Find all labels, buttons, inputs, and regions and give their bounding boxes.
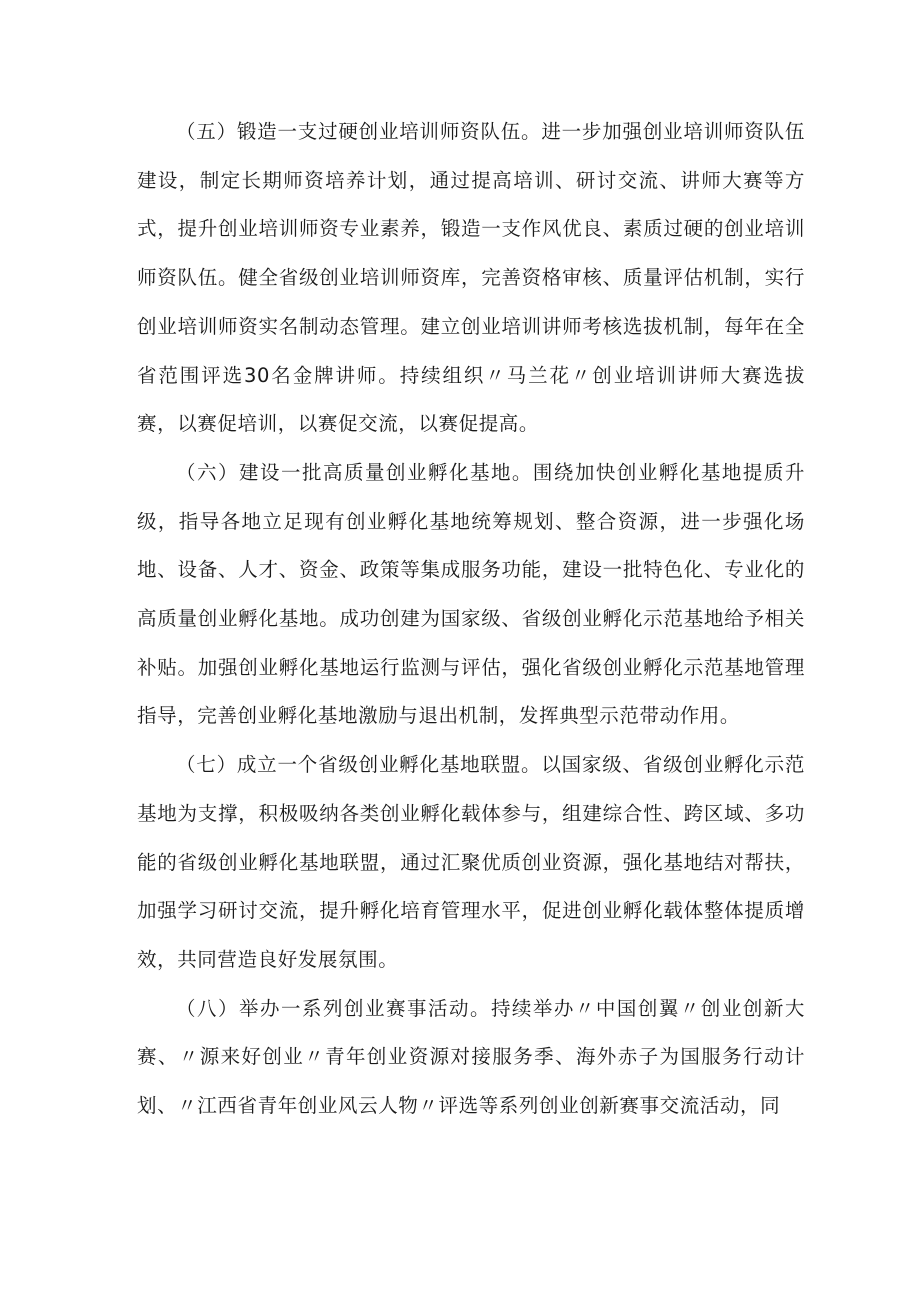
paragraph-6-incubation-bases: （六）建设一批高质量创业孵化基地。围绕加快创业孵化基地提质升级，指导各地立足现有创业孵化基地统筹规划、整合资源，进一步强化场地、设备、人才、资金、政策等集成服务功能，建设一批特色化、专业化的高质量创业孵化基地。成功创建为国家级、省级创业孵化示范基地给予相关补贴。加强创业孵化基地运行监测与评估，强化省级创业孵化示范基地管理指导，完善创业孵化基地激励与退出机制，发挥典型示范带动作用。 xyxy=(137,460,805,728)
document-body xyxy=(137,108,805,1131)
paragraph-7-incubation-alliance: （七）成立一个省级创业孵化基地联盟。以国家级、省级创业孵化示范基地为支撑，积极吸纳各类创业孵化载体参与，组建综合性、跨区域、多功能的省级创业孵化基地联盟，通过汇聚优质创业资源，强化基地结对帮扶，加强学习研讨交流，提升孵化培育管理水平，促进创业孵化载体整体提质增效，共同营造良好发展氛围。 xyxy=(137,753,805,971)
paragraph-5-instructor-team: （五）锻造一支过硬创业培训师资队伍。进一步加强创业培训师资队伍建设，制定长期师资培养计划，通过提高培训、研讨交流、讲师大赛等方式，提升创业培训师资专业素养，锻造一支作风优良、素质过硬的创业培训师资队伍。健全省级创业培训师资库，完善资格审核、质量评估机制，实行创业培训师资实名制动态管理。建立创业培训讲师考核选拔机制，每年在全省范围评选30名金牌讲师。持续组织〃马兰花〃创业培训讲师大赛选拔赛，以赛促培训，以赛促交流，以赛促提高。 xyxy=(137,120,805,436)
paragraph-8-entrepreneurship-contests: （八）举办一系列创业赛事活动。持续举办〃中国创翼〃创业创新大赛、〃源来好创业〃青年创业资源对接服务季、海外赤子为国服务行动计划、〃江西省青年创业风云人物〃评选等系列创业创新赛事交流活动，同 xyxy=(137,996,805,1118)
